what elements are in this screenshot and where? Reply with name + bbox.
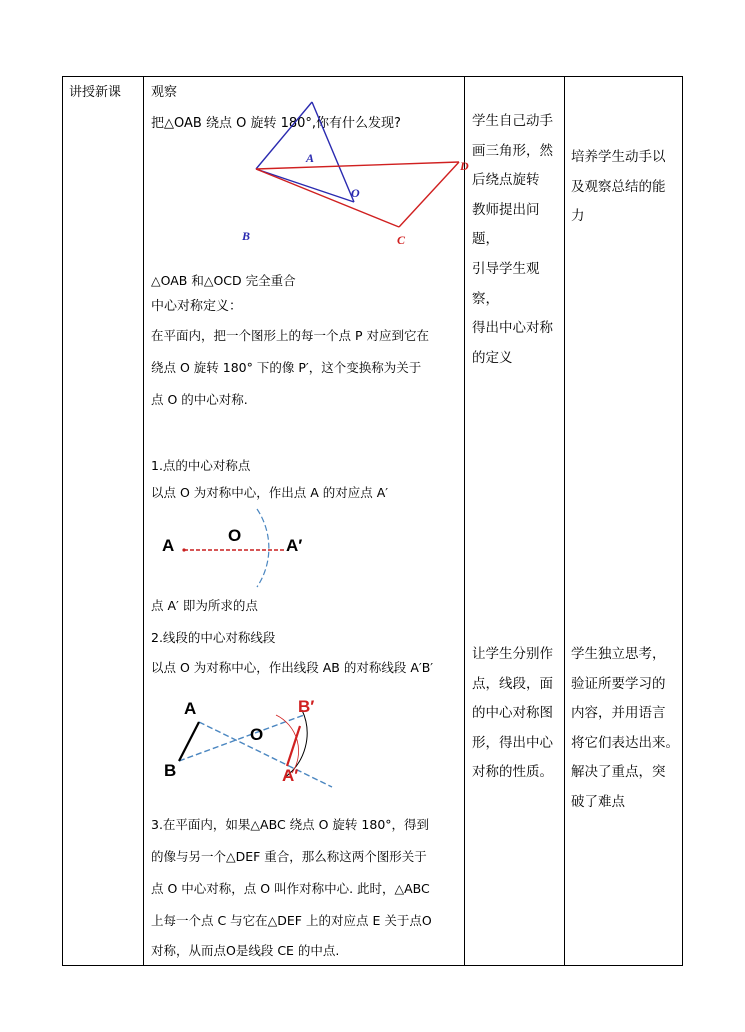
activity-1-line: 学生自己动手 (472, 113, 553, 129)
definition-title: 中心对称定义： (151, 299, 243, 314)
definition-line-1: 在平面内，把一个图形上的每一个点 P 对应到它在 (151, 328, 429, 343)
conclusion-line-4: 上每一个点 C 与它在△DEF 上的对应点 E 关于点O (151, 913, 432, 928)
activity-2-line: 形，得出中心 (472, 734, 553, 751)
intent-1-line: 培养学生动手以 (571, 149, 666, 165)
intent-1-line: 及观察总结的能 (571, 178, 666, 195)
activity-2-line: 对称的性质。 (472, 764, 553, 781)
intent-1-line: 力 (571, 208, 585, 225)
point-label-a-prime: A′ (286, 536, 303, 555)
point-result: 点 A′ 即为所求的点 (151, 598, 258, 613)
conclusion-line-3: 点 O 中心对称，点 O 叫作对称中心. 此时，△ABC (151, 881, 430, 896)
content-column (144, 77, 469, 966)
point-section-title: 1.点的中心对称点 (151, 458, 251, 473)
student-activity-column (465, 77, 565, 966)
activity-1-line: 教师提出问题， (472, 201, 540, 248)
stage-label: 讲授新课 (69, 85, 122, 100)
label-c: C (397, 233, 406, 247)
rotation-question: 把△OAB 绕点 O 旋转 180°,你有什么发现? (151, 116, 401, 131)
activity-1 (472, 107, 564, 373)
label-d: D (460, 159, 469, 173)
definition-line-3: 点 O 的中心对称. (151, 392, 248, 407)
observe-title: 观察 (151, 85, 178, 100)
activity-1-line: 后绕点旋转 (472, 172, 540, 189)
segment-section-title: 2.线段的中心对称线段 (151, 630, 276, 645)
intent-2-line: 破了难点 (571, 793, 625, 810)
activity-1-line: 画三角形，然 (472, 142, 553, 159)
segment-label-o: O (250, 725, 264, 744)
lesson-plan-table (62, 76, 683, 966)
activity-2 (472, 640, 553, 788)
stage-column (63, 77, 144, 966)
intent-2-line: 学生独立思考， (571, 646, 666, 662)
activity-2-line: 点，线段，面 (472, 675, 553, 692)
definition-line-2: 绕点 O 旋转 180° 下的像 P′，这个变换称为关于 (151, 360, 422, 375)
conclusion-line-2: 的像与另一个△DEF 重合，那么称这两个图形关于 (151, 849, 427, 864)
conclusion-line-5: 对称，从而点O是线段 CE 的中点. (151, 943, 340, 958)
design-intent-column (565, 77, 683, 966)
intent-2-line: 验证所要学习的 (571, 675, 666, 692)
label-o: O (351, 186, 360, 200)
activity-1-line: 的定义 (472, 349, 513, 366)
activity-1-line: 得出中心对称 (472, 320, 553, 337)
segment-label-a-prime: A′ (282, 766, 299, 785)
conclusion-line-1: 3.在平面内，如果△ABC 绕点 O 旋转 180°，得到 (151, 817, 430, 832)
label-a: A (306, 151, 315, 165)
activity-2-line: 的中心对称图 (472, 705, 553, 722)
point-label-a: A (162, 536, 175, 555)
overlap-statement: △OAB 和△OCD 完全重合 (151, 273, 296, 288)
point-label-o: O (228, 526, 242, 545)
intent-2 (571, 640, 679, 818)
segment-task: 以点 O 为对称中心，作出线段 AB 的对称线段 A′B′ (151, 660, 434, 675)
intent-2-line: 内容，并用语言 (571, 705, 666, 722)
segment-label-b: B (164, 761, 177, 780)
intent-2-line: 将它们表达出来。 (571, 734, 679, 751)
intent-1 (571, 143, 666, 232)
segment-label-a: A (184, 699, 197, 718)
activity-1-line: 引导学生观察， (472, 260, 540, 307)
segment-label-b-prime: B′ (298, 697, 315, 716)
point-task: 以点 O 为对称中心，作出点 A 的对应点 A′ (151, 485, 389, 500)
activity-2-line: 让学生分别作 (472, 646, 553, 662)
segment-symmetry-figure (144, 77, 464, 797)
label-b: B (242, 229, 251, 243)
intent-2-line: 解决了重点，突 (571, 764, 666, 781)
